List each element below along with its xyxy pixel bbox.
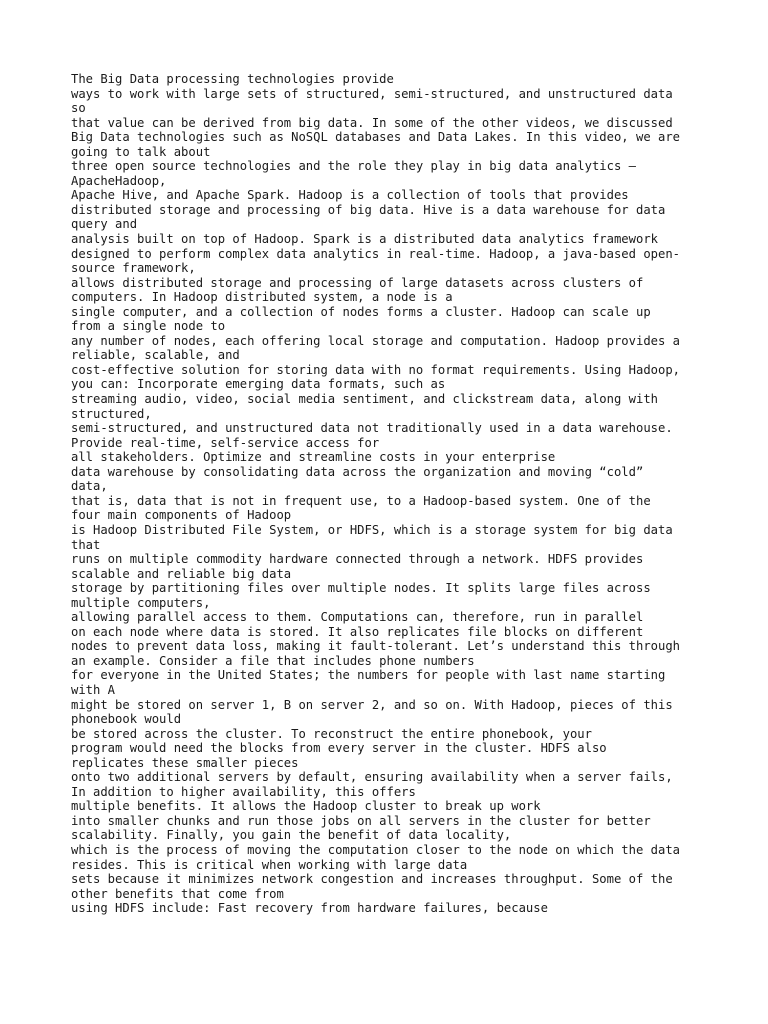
text-line: reliable, scalable, and [71, 348, 240, 363]
text-line: single computer, and a collection of nodes forms a cluster. Hadoop can scale up [71, 304, 651, 319]
text-line: designed to perform complex data analytics in real-time. Hadoop, a java-based open- [71, 246, 681, 261]
text-line: on each node where data is stored. It also replicates file blocks on different [71, 624, 644, 639]
text-line: replicates these smaller pieces [71, 755, 299, 770]
text-line: four main components of Hadoop [71, 508, 292, 523]
text-line: onto two additional servers by default, ensuring availability when a server fails, [71, 770, 673, 785]
text-line: query and [71, 217, 138, 232]
text-line: Provide real-time, self-service access for [71, 435, 380, 450]
text-line: into smaller chunks and run those jobs on all servers in the cluster for better [71, 813, 651, 828]
text-line: is Hadoop Distributed File System, or HDFS, which is a storage system for big data [71, 522, 673, 537]
text-line: any number of nodes, each offering local storage and computation. Hadoop provides a [71, 333, 681, 348]
text-line: computers. In Hadoop distributed system, a node is a [71, 290, 453, 305]
text-line: you can: Incorporate emerging data formats, such as [71, 377, 446, 392]
text-line: resides. This is critical when working with large data [71, 857, 468, 872]
text-line: phonebook would [71, 712, 182, 727]
text-line: scalable and reliable big data [71, 566, 292, 581]
text-line: multiple benefits. It allows the Hadoop cluster to break up work [71, 799, 541, 814]
text-line: data warehouse by consolidating data across the organization and moving “cold” [71, 464, 644, 479]
text-line: Big Data technologies such as NoSQL databases and Data Lakes. In this video, we are [71, 130, 681, 145]
text-line: distributed storage and processing of big data. Hive is a data warehouse for data [71, 202, 666, 217]
text-line: for everyone in the United States; the numbers for people with last name starting [71, 668, 666, 683]
text-line: ApacheHadoop, [71, 173, 167, 188]
text-line: with A [71, 682, 116, 697]
text-line: structured, [71, 406, 152, 421]
text-line: multiple computers, [71, 595, 211, 610]
text-line: which is the process of moving the computation closer to the node on which the data [71, 842, 681, 857]
document-body-text [71, 72, 711, 916]
text-line: other benefits that come from [71, 886, 284, 901]
text-line: analysis built on top of Hadoop. Spark is a distributed data analytics framework [71, 232, 658, 247]
text-line: going to talk about [71, 144, 211, 159]
text-line: streaming audio, video, social media sentiment, and clickstream data, along with [71, 392, 658, 407]
text-line: nodes to prevent data loss, making it fault-tolerant. Let’s understand this through [71, 639, 681, 654]
text-line: three open source technologies and the role they play in big data analytics — [71, 159, 636, 174]
text-line: so [71, 101, 86, 116]
text-line: be stored across the cluster. To reconstruct the entire phonebook, your [71, 726, 592, 741]
text-line: allows distributed storage and processing of large datasets across clusters of [71, 275, 644, 290]
text-line: all stakeholders. Optimize and streamline costs in your enterprise [71, 450, 556, 465]
text-line: The Big Data processing technologies provide [71, 72, 394, 86]
text-line: Apache Hive, and Apache Spark. Hadoop is a collection of tools that provides [71, 188, 629, 203]
text-line: cost-effective solution for storing data with no format requirements. Using Hadoop, [71, 362, 681, 377]
text-line: an example. Consider a file that includes phone numbers [71, 653, 475, 668]
text-line: that is, data that is not in frequent use, to a Hadoop-based system. One of the [71, 493, 651, 508]
text-line: source framework, [71, 261, 196, 276]
text-line: using HDFS include: Fast recovery from hardware failures, because [71, 901, 548, 916]
text-line: data, [71, 479, 108, 494]
text-line: from a single node to [71, 319, 226, 334]
text-line: sets because it minimizes network congestion and increases throughput. Some of the [71, 872, 673, 887]
text-line: that value can be derived from big data. In some of the other videos, we discussed [71, 115, 673, 130]
text-line: that [71, 537, 101, 552]
text-line: might be stored on server 1, B on server 2, and so on. With Hadoop, pieces of this [71, 697, 673, 712]
text-line: scalability. Finally, you gain the benefit of data locality, [71, 828, 512, 843]
text-line: runs on multiple commodity hardware connected through a network. HDFS provides [71, 552, 644, 567]
text-line: storage by partitioning files over multiple nodes. It splits large files across [71, 581, 651, 596]
text-line: ways to work with large sets of structured, semi-structured, and unstructured data [71, 86, 673, 101]
text-line: allowing parallel access to them. Computations can, therefore, run in parallel [71, 610, 644, 625]
text-line: semi-structured, and unstructured data not traditionally used in a data warehouse. [71, 421, 673, 436]
text-line: program would need the blocks from every server in the cluster. HDFS also [71, 741, 607, 756]
text-line: In addition to higher availability, this offers [71, 784, 416, 799]
